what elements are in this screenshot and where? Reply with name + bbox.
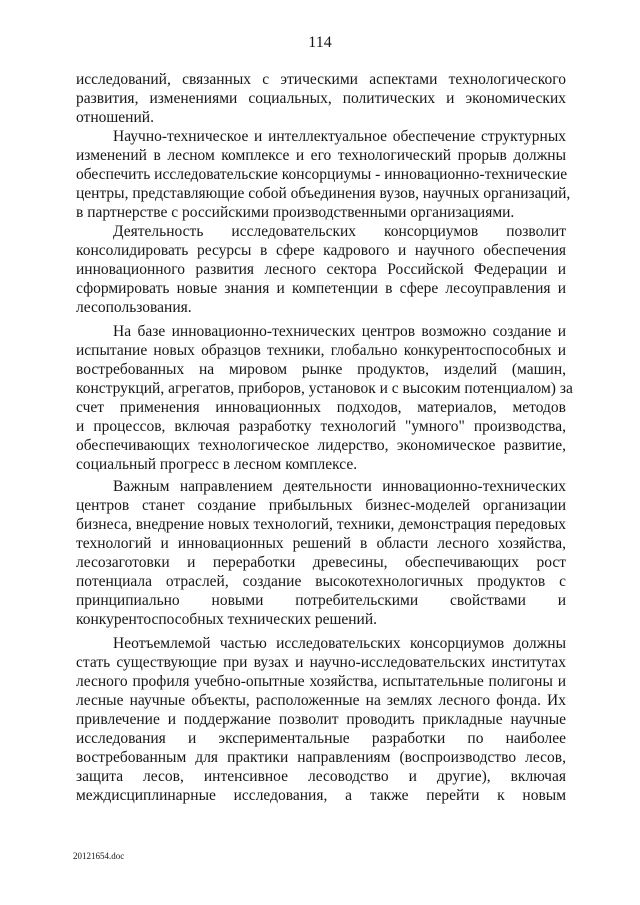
text-line: инновационного развития лесного сектора Российской Федерации и <box>76 261 566 278</box>
text-line: Важным направлением деятельности инновационно-технических <box>113 478 566 495</box>
text-line: консолидировать ресурсы в сфере кадрового и научного обеспечения <box>76 242 566 259</box>
text-line: конструкций, агрегатов, приборов, установок и с высоким потенциалом) за <box>76 380 573 397</box>
text-line: сформировать новые знания и компетенции в сфере лесоуправления и <box>76 280 566 297</box>
text-line: Научно-техническое и интеллектуальное обеспечение структурных <box>113 128 566 145</box>
text-line: лесозаготовки и переработки древесины, обеспечивающих рост <box>76 554 566 571</box>
text-line: востребованных на мировом рынке продуктов, изделий (машин, <box>76 361 566 378</box>
text-line: На базе инновационно-технических центров возможно создание и <box>113 323 566 340</box>
text-line: защита лесов, интенсивное лесоводство и другие), включая <box>76 768 566 785</box>
text-line: лесные научные объекты, расположенные на землях лесного фонда. Их <box>76 692 566 709</box>
text-line: принципиально новыми потребительскими свойствами и <box>76 592 566 609</box>
text-line: счет применения инновационных подходов, материалов, методов <box>76 399 566 416</box>
text-line: социальный прогресс в лесном комплексе. <box>76 456 358 473</box>
text-line: центры, представляющие собой объединения вузов, научных организаций, <box>76 185 571 202</box>
text-line: востребованным для практики направлениям (воспроизводство лесов, <box>76 749 566 766</box>
text-line: изменений в лесном комплексе и его технологический прорыв должны <box>76 147 566 164</box>
text-line: лесопользования. <box>76 299 192 316</box>
text-line: центров станет создание прибыльных бизнес-моделей организации <box>76 497 566 514</box>
text-line: междисциплинарные исследования, а также перейти к новым <box>76 787 566 804</box>
text-line: обеспечить исследовательские консорциумы - инновационно-технические <box>76 166 568 183</box>
text-line: Неотъемлемой частью исследовательских консорциумов должны <box>113 635 566 652</box>
text-line: и процессов, включая разработку технологий "умного" производства, <box>76 418 566 435</box>
text-line: потенциала отраслей, создание высокотехнологичных продуктов с <box>76 573 566 590</box>
text-line: в партнерстве с российскими производственными организациями. <box>76 204 515 221</box>
page-number: 114 <box>308 34 332 51</box>
text-line: обеспечивающих технологическое лидерство, экономическое развитие, <box>76 437 566 454</box>
text-line: Деятельность исследовательских консорциумов позволит <box>113 223 566 240</box>
text-line: испытание новых образцов техники, глобально конкурентоспособных и <box>76 342 566 359</box>
text-line: исследований, связанных с этическими аспектами технологического <box>76 71 566 88</box>
text-line: привлечение и поддержание позволит проводить прикладные научные <box>76 711 566 728</box>
text-line: конкурентоспособных технических решений. <box>76 611 378 628</box>
text-line: технологий и инновационных решений в области лесного хозяйства, <box>76 535 566 552</box>
text-line: исследования и экспериментальные разработки по наиболее <box>76 730 566 747</box>
text-line: развития, изменениями социальных, политических и экономических <box>76 90 566 107</box>
text-line: стать существующие при вузах и научно-исследовательских институтах <box>76 654 566 671</box>
footer-filename: 20121654.doc <box>73 851 125 861</box>
text-line: отношений. <box>76 109 154 126</box>
text-line: лесного профиля учебно-опытные хозяйства, испытательные полигоны и <box>76 673 566 690</box>
text-line: бизнеса, внедрение новых технологий, техники, демонстрация передовых <box>76 516 566 533</box>
